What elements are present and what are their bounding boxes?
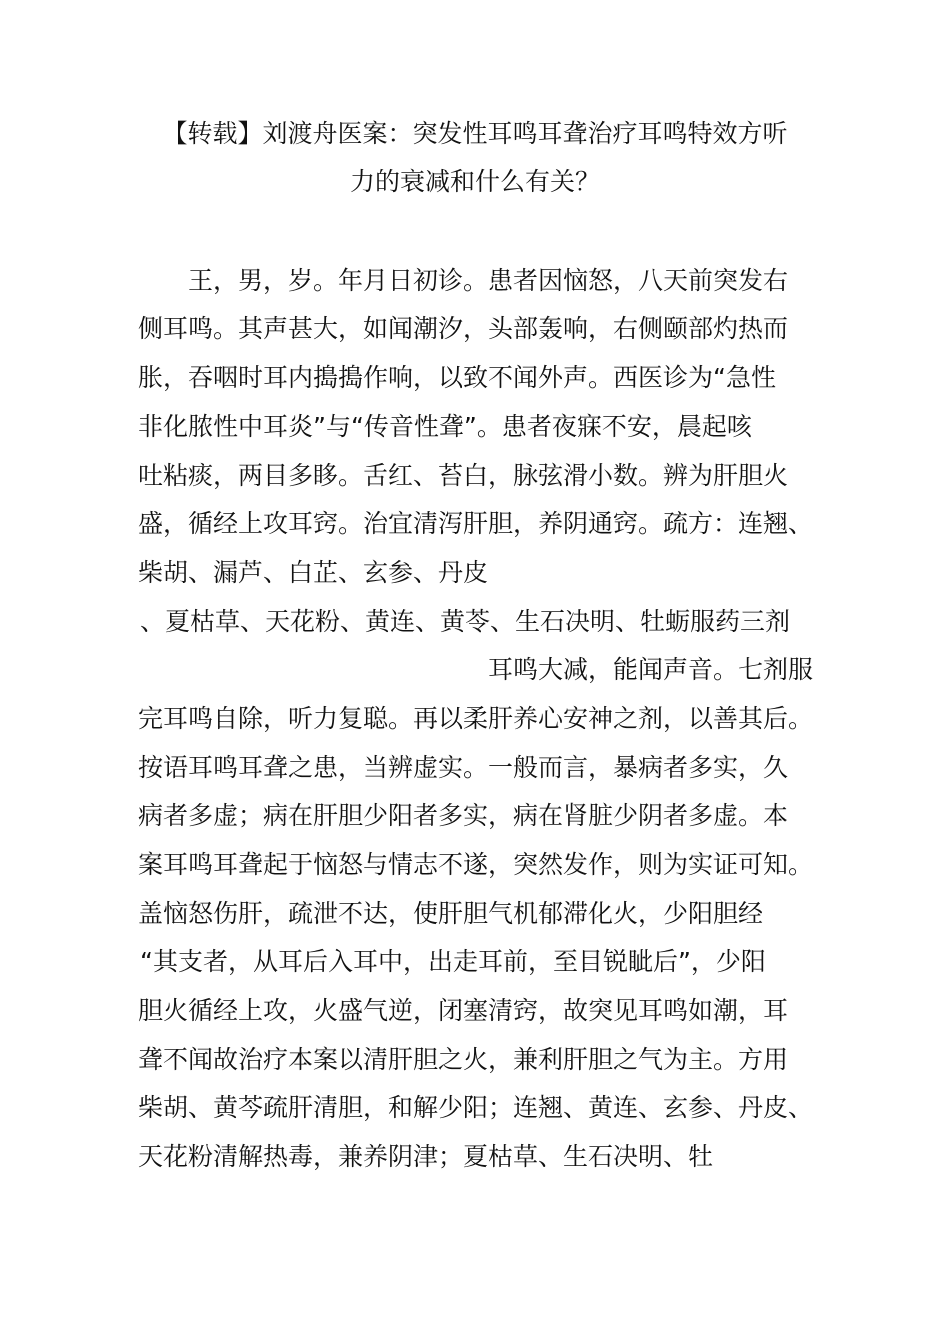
body-line-2: 侧耳鸣。其声甚大，如闻潮汐，头部轰响，右侧颐部灼热而: [138, 314, 789, 343]
body-line-6: 盛，循经上攻耳窍。治宜清泻肝胆，养阴通窍。疏方：连翘、: [138, 509, 814, 538]
body-line-12: 病者多虚；病在肝胆少阳者多实，病在肾脏少阴者多虚。本: [138, 801, 789, 830]
body-line-7: 柴胡、漏芦、白芷、玄参、丹皮: [138, 558, 489, 587]
body-line-11: 按语耳鸣耳聋之患，当辨虚实。一般而言，暴病者多实，久: [138, 753, 789, 782]
body-line-9: 耳鸣大减，能闻声音。七剂服: [488, 655, 814, 684]
body-line-4: 非化脓性中耳炎”与“传音性聋”。患者夜寐不安，晨起咳: [138, 412, 752, 441]
body-line-8: 、夏枯草、天花粉、黄连、黄苓、生石决明、牡蛎服药三剂: [140, 607, 791, 636]
title-line-2: 力的衰减和什么有关？: [349, 167, 600, 196]
body-line-1: 王，男，岁。年月日初诊。患者因恼怒，八天前突发右: [138, 266, 789, 295]
body-line-5: 吐粘痰，两目多眵。舌红、苔白，脉弦滑小数。辨为肝胆火: [138, 461, 789, 490]
body-line-18: 柴胡、黄芩疏肝清胆，和解少阳；连翘、黄连、玄参、丹皮、: [138, 1093, 814, 1122]
body-line-15: “其支者，从耳后入耳中，出走耳前，至目锐眦后”，少阳: [140, 947, 766, 976]
body-line-16: 胆火循经上攻，火盛气逆，闭塞清窍，故突见耳鸣如潮，耳: [138, 996, 789, 1025]
body-line-10: 完耳鸣自除，听力复聪。再以柔肝养心安神之剂，以善其后。: [138, 704, 814, 733]
body-line-19: 天花粉清解热毒，兼养阴津；夏枯草、生石决明、牡: [138, 1142, 714, 1171]
body-line-17: 聋不闻故治疗本案以清肝胆之火，兼利肝胆之气为主。方用: [138, 1045, 789, 1074]
body-line-14: 盖恼怒伤肝，疏泄不达，使肝胆气机郁滞化火，少阳胆经: [138, 899, 764, 928]
title-line-1: 【转载】刘渡舟医案：突发性耳鸣耳聋治疗耳鸣特效方听: [162, 119, 788, 148]
body-line-3: 胀，吞咽时耳内搗搗作响，以致不闻外声。西医诊为“急性: [138, 363, 776, 392]
body-line-13: 案耳鸣耳聋起于恼怒与情志不遂，突然发作，则为实证可知。: [138, 850, 814, 879]
